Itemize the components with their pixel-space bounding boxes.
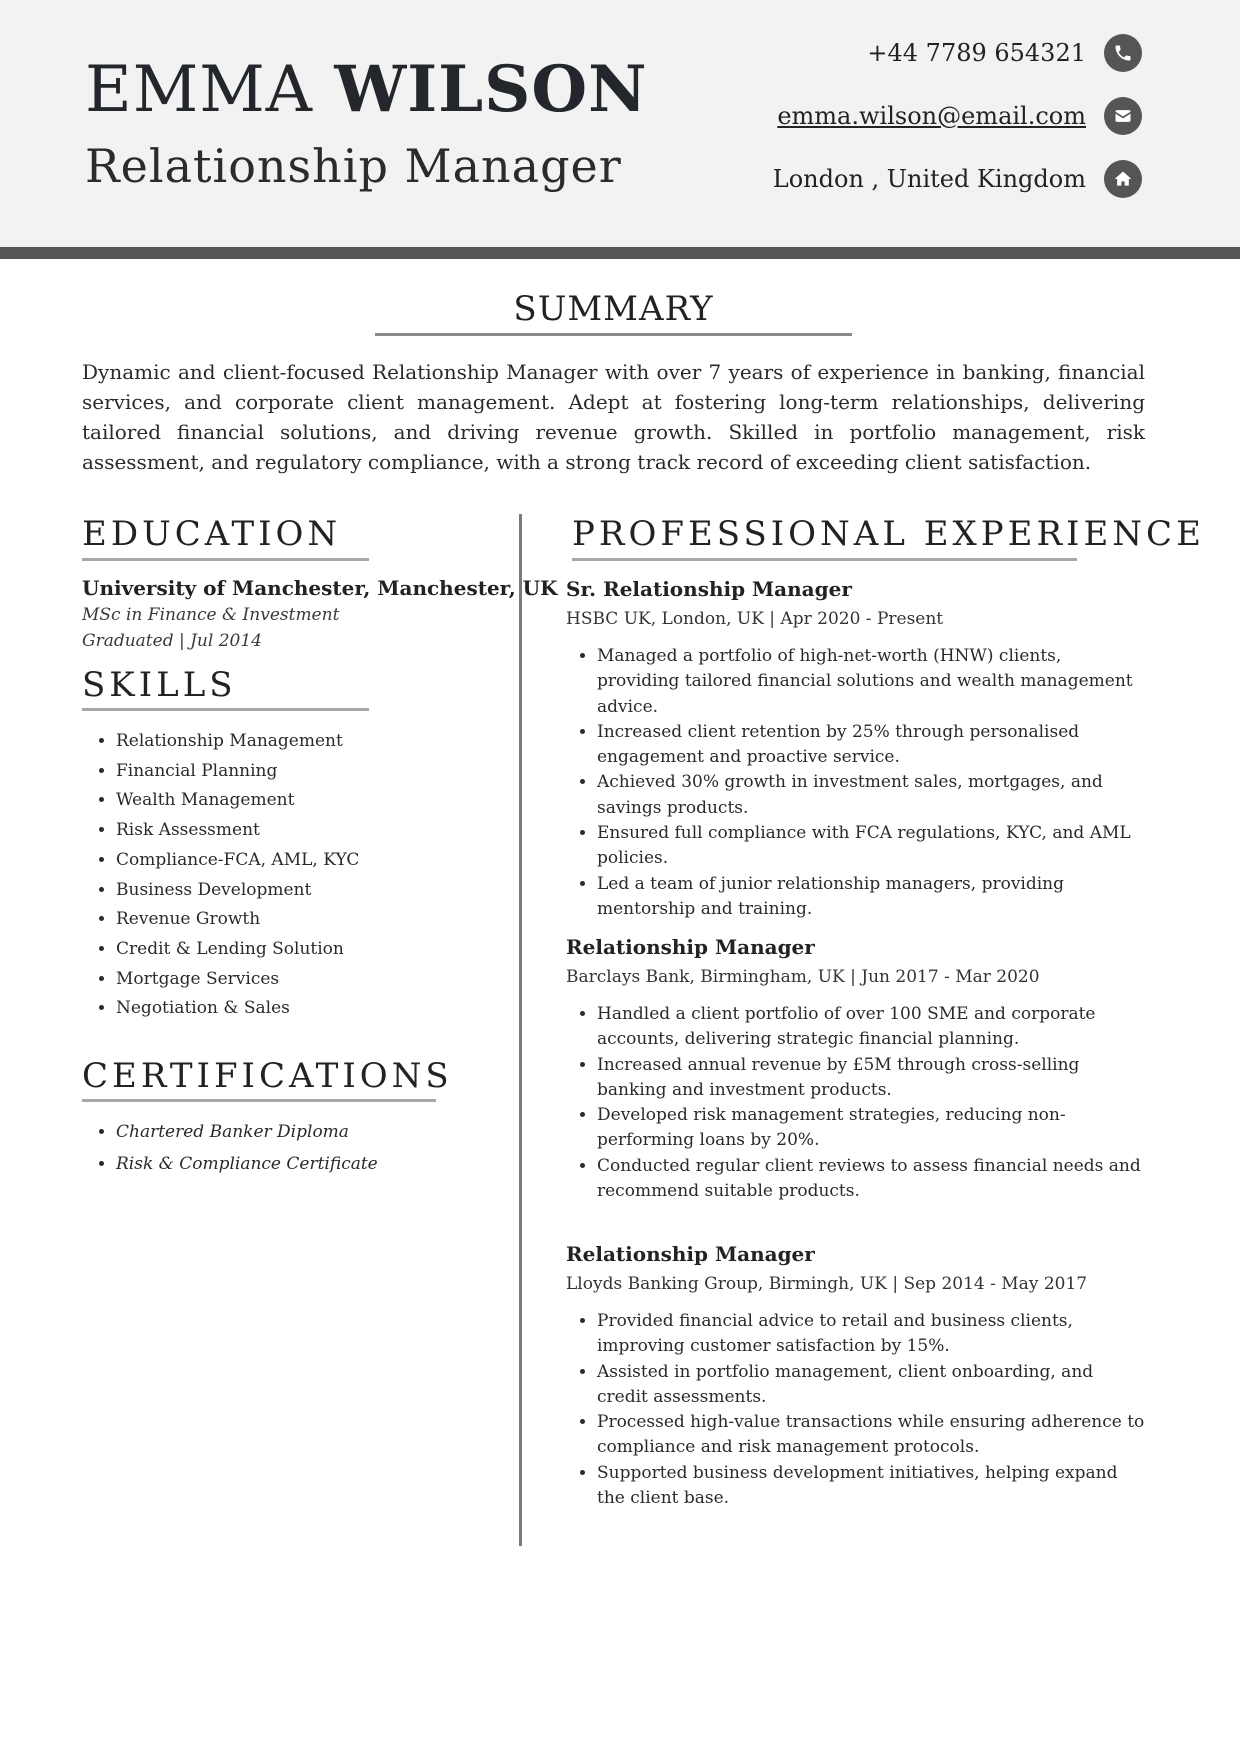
education-underline: [82, 558, 369, 561]
skill-item: • Relationship Management: [116, 727, 359, 757]
job-bullet: • Assisted in portfolio management, client onboarding, and credit assessments.: [597, 1360, 1146, 1411]
job-bullet: • Achieved 30% growth in investment sales, mortgages, and savings products.: [597, 770, 1146, 821]
summary-heading: SUMMARY: [513, 289, 714, 329]
home-icon: [1104, 160, 1142, 198]
certifications-heading: CERTIFICATIONS: [82, 1056, 453, 1096]
envelope-icon: [1104, 97, 1142, 135]
job-entry-lloyds: [566, 1241, 1146, 1511]
job-bullet: • Handled a client portfolio of over 100 SME and corporate accounts, delivering strategic financial planning.: [597, 1002, 1146, 1053]
job-bullets: [566, 1002, 1146, 1204]
contact-location: [773, 159, 1142, 199]
location-text: London , United Kingdom: [772, 165, 1086, 193]
job-bullet: • Conducted regular client reviews to assess financial needs and recommend suitable products.: [597, 1154, 1146, 1205]
job-bullet: • Provided financial advice to retail and business clients, improving customer satisfaction by 15%.: [597, 1309, 1146, 1360]
skill-item: • Negotiation & Sales: [116, 994, 359, 1024]
job-role: Relationship Manager: [566, 1242, 815, 1266]
skills-list: [83, 727, 359, 1024]
phone-icon: [1104, 34, 1142, 72]
last-name: WILSON: [334, 52, 648, 127]
education-graduated: Graduated | Jul 2014: [82, 631, 262, 651]
skill-item: • Financial Planning: [116, 757, 359, 787]
skill-item: • Wealth Management: [116, 786, 359, 816]
certification-item: • Risk & Compliance Certificate: [116, 1148, 378, 1180]
job-entry-barclays: [566, 934, 1146, 1204]
header-band: [0, 0, 1240, 247]
skills-underline: [82, 708, 369, 711]
job-bullet: • Supported business development initiatives, helping expand the client base.: [597, 1461, 1146, 1512]
job-bullet: • Developed risk management strategies, reducing non-performing loans by 20%.: [597, 1103, 1146, 1154]
education-heading: EDUCATION: [82, 514, 342, 554]
phone-text: +44 7789 654321: [867, 39, 1086, 67]
job-bullet: • Ensured full compliance with FCA regulations, KYC, and AML policies.: [597, 821, 1146, 872]
job-bullet: • Increased client retention by 25% through personalised engagement and proactive service.: [597, 720, 1146, 771]
candidate-name: [85, 50, 648, 130]
contact-email: [777, 96, 1142, 136]
summary-underline: [375, 333, 852, 336]
experience-underline: [572, 558, 1077, 561]
certification-item: • Chartered Banker Diploma: [116, 1116, 378, 1148]
certifications-underline: [82, 1099, 436, 1102]
job-bullets: [566, 644, 1146, 922]
skill-item: • Compliance-FCA, AML, KYC: [116, 846, 359, 876]
job-role: Relationship Manager: [566, 935, 815, 959]
header-accent-bar: [0, 247, 1240, 259]
skill-item: • Risk Assessment: [116, 816, 359, 846]
skill-item: • Credit & Lending Solution: [116, 935, 359, 965]
job-bullet: • Processed high-value transactions while ensuring adherence to compliance and risk management protocols.: [597, 1410, 1146, 1461]
job-bullet: • Increased annual revenue by £5M through cross-selling banking and investment products.: [597, 1053, 1146, 1104]
contact-phone: [867, 33, 1142, 73]
job-bullet: • Managed a portfolio of high-net-worth (HNW) clients, providing tailored financial solutions and wealth management advice.: [597, 644, 1146, 720]
job-meta: HSBC UK, London, UK | Apr 2020 - Present: [566, 609, 944, 629]
education-school: University of Manchester, Manchester, UK: [82, 576, 558, 600]
job-meta: Lloyds Banking Group, Birmingh, UK | Sep 2014 - May 2017: [566, 1274, 1088, 1294]
job-bullets: [566, 1309, 1146, 1511]
first-name: EMMA: [85, 53, 313, 127]
skill-item: • Revenue Growth: [116, 905, 359, 935]
job-entry-hsbc: [566, 576, 1146, 922]
summary-text: Dynamic and client-focused Relationship Manager with over 7 years of experience in banking, financial services, and corporate client management. Adept at fostering long-term relationships, delivering tailored financial solutions, and driving revenue growth. Skilled in portfolio management, risk assessment, and regulatory compliance, with a strong track record of exceeding client satisfaction.: [82, 360, 1145, 474]
certifications-list: [83, 1116, 378, 1180]
experience-heading: PROFESSIONAL EXPERIENCE: [572, 514, 1205, 554]
job-meta: Barclays Bank, Birmingham, UK | Jun 2017 - Mar 2020: [566, 967, 1040, 987]
skill-item: • Mortgage Services: [116, 965, 359, 995]
job-role: Sr. Relationship Manager: [566, 577, 852, 601]
skills-heading: SKILLS: [82, 665, 237, 705]
column-divider: [519, 514, 522, 1546]
candidate-title: Relationship Manager: [85, 139, 622, 193]
job-bullet: • Led a team of junior relationship managers, providing mentorship and training.: [597, 872, 1146, 923]
education-degree: MSc in Finance & Investment: [82, 605, 340, 625]
email-link[interactable]: emma.wilson@email.com: [777, 102, 1086, 130]
skill-item: • Business Development: [116, 876, 359, 906]
